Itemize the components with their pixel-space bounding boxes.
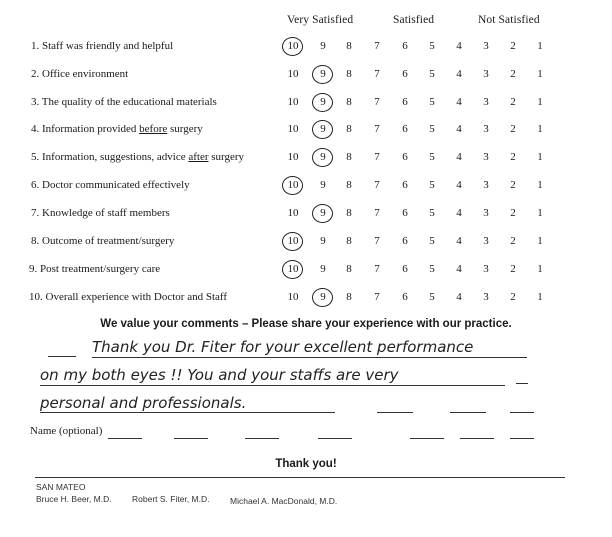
- comment-blank-line: [450, 412, 486, 413]
- rating-value: 8: [346, 263, 352, 275]
- question-label: 6. Doctor communicated effectively: [31, 179, 190, 191]
- rating-value: 5: [429, 123, 435, 135]
- rating-option[interactable]: [533, 207, 547, 219]
- rating-option[interactable]: [452, 68, 466, 80]
- handwritten-comment-line: personal and professionals.: [40, 394, 247, 412]
- rating-value: 1: [537, 96, 543, 108]
- name-blank-line: [174, 438, 208, 439]
- name-blank-line: [510, 438, 534, 439]
- footer-location: SAN MATEO: [36, 482, 86, 492]
- rating-value: 1: [537, 263, 543, 275]
- rating-value: 7: [374, 207, 380, 219]
- rating-value: 5: [429, 207, 435, 219]
- rating-value: 5: [429, 291, 435, 303]
- rating-value: 4: [456, 207, 462, 219]
- question-label-part: surgery: [167, 123, 203, 135]
- rating-value: 2: [510, 96, 516, 108]
- rating-option[interactable]: [370, 68, 384, 80]
- rating-option[interactable]: [342, 96, 356, 108]
- rating-value: 8: [346, 179, 352, 191]
- rating-option[interactable]: [342, 235, 356, 247]
- rating-value: 8: [346, 123, 352, 135]
- rating-value: 7: [374, 263, 380, 275]
- rating-value: 3: [483, 235, 489, 247]
- rating-value: 10: [287, 235, 299, 247]
- question-label: 9. Post treatment/surgery care: [29, 263, 161, 275]
- rating-option[interactable]: [533, 291, 547, 303]
- rating-option[interactable]: [452, 40, 466, 52]
- rating-value: 6: [402, 68, 408, 80]
- rating-option[interactable]: [452, 151, 466, 163]
- rating-value: 9: [320, 235, 326, 247]
- rating-value: 4: [456, 40, 462, 52]
- rating-option[interactable]: [479, 40, 493, 52]
- rating-value: 9: [320, 207, 326, 219]
- rating-value: 10: [287, 123, 299, 135]
- rating-option[interactable]: [425, 151, 439, 163]
- rating-value: 3: [483, 123, 489, 135]
- selected-rating-circle: [312, 120, 333, 139]
- rating-value: 7: [374, 179, 380, 191]
- comment-underline: [92, 357, 527, 358]
- rating-option[interactable]: [370, 291, 384, 303]
- rating-value: 8: [346, 151, 352, 163]
- rating-option[interactable]: [506, 291, 520, 303]
- rating-value: 10: [287, 263, 299, 275]
- rating-value: 2: [510, 207, 516, 219]
- rating-option[interactable]: [479, 235, 493, 247]
- rating-value: 1: [537, 123, 543, 135]
- rating-value: 4: [456, 235, 462, 247]
- name-label: Name (optional): [30, 425, 103, 437]
- question-label: 10. Overall experience with Doctor and Staff: [29, 291, 228, 303]
- name-blank-line: [460, 438, 494, 439]
- selected-rating-circle: [312, 148, 333, 167]
- rating-option[interactable]: [370, 151, 384, 163]
- rating-option[interactable]: [506, 123, 520, 135]
- rating-value: 3: [483, 179, 489, 191]
- selected-rating-circle: [282, 232, 303, 251]
- rating-option[interactable]: [452, 96, 466, 108]
- handwritten-comment-line: on my both eyes !! You and your staffs are very: [40, 366, 399, 384]
- rating-option[interactable]: [370, 179, 384, 191]
- not-satisfied-header: Not Satisfied: [478, 14, 540, 26]
- rating-value: 3: [483, 291, 489, 303]
- rating-option[interactable]: [398, 40, 412, 52]
- rating-value: 8: [346, 68, 352, 80]
- question-row: [0, 263, 612, 283]
- rating-option[interactable]: [342, 179, 356, 191]
- rating-value: 2: [510, 123, 516, 135]
- rating-option[interactable]: [506, 263, 520, 275]
- rating-option[interactable]: [316, 235, 330, 247]
- question-row: [0, 96, 612, 116]
- rating-option[interactable]: [479, 263, 493, 275]
- rating-option[interactable]: [316, 40, 330, 52]
- rating-option[interactable]: [533, 96, 547, 108]
- rating-option[interactable]: [452, 291, 466, 303]
- rating-value: 5: [429, 40, 435, 52]
- rating-option[interactable]: [533, 151, 547, 163]
- rating-option[interactable]: [479, 96, 493, 108]
- rating-value: 1: [537, 291, 543, 303]
- rating-value: 4: [456, 179, 462, 191]
- rating-option[interactable]: [342, 68, 356, 80]
- comment-blank-line: [48, 356, 76, 357]
- rating-value: 7: [374, 123, 380, 135]
- selected-rating-circle: [312, 93, 333, 112]
- rating-option[interactable]: [398, 151, 412, 163]
- rating-option[interactable]: [342, 263, 356, 275]
- comments-prompt: We value your comments – Please share your experience with our practice.: [100, 318, 512, 330]
- question-label: [31, 151, 244, 163]
- rating-value: 4: [456, 291, 462, 303]
- rating-value: 6: [402, 123, 408, 135]
- rating-option[interactable]: [286, 179, 300, 191]
- rating-option[interactable]: [342, 40, 356, 52]
- rating-option[interactable]: [506, 40, 520, 52]
- rating-option[interactable]: [316, 207, 330, 219]
- rating-option[interactable]: [370, 235, 384, 247]
- question-label-part: 4. Information provided: [31, 123, 140, 135]
- comment-underline: [40, 412, 335, 413]
- rating-value: 7: [374, 96, 380, 108]
- rating-option[interactable]: [286, 96, 300, 108]
- rating-option[interactable]: [398, 207, 412, 219]
- rating-option[interactable]: [370, 40, 384, 52]
- rating-option[interactable]: [425, 207, 439, 219]
- rating-option[interactable]: [425, 179, 439, 191]
- rating-option[interactable]: [533, 123, 547, 135]
- name-blank-line: [318, 438, 352, 439]
- rating-option[interactable]: [506, 96, 520, 108]
- rating-value: 6: [402, 207, 408, 219]
- rating-option[interactable]: [398, 123, 412, 135]
- rating-value: 2: [510, 68, 516, 80]
- question-row: [0, 123, 612, 143]
- rating-option[interactable]: [479, 291, 493, 303]
- rating-value: 3: [483, 40, 489, 52]
- rating-value: 10: [287, 96, 299, 108]
- rating-option[interactable]: [286, 68, 300, 80]
- rating-value: 9: [320, 68, 326, 80]
- rating-option[interactable]: [286, 151, 300, 163]
- question-label: 8. Outcome of treatment/surgery: [31, 235, 175, 247]
- footer-doctor: Bruce H. Beer, M.D.: [36, 494, 112, 504]
- rating-value: 2: [510, 263, 516, 275]
- rating-option[interactable]: [286, 207, 300, 219]
- rating-value: 2: [510, 179, 516, 191]
- rating-option[interactable]: [286, 123, 300, 135]
- rating-option[interactable]: [286, 291, 300, 303]
- footer-divider: [35, 477, 565, 478]
- rating-option[interactable]: [452, 179, 466, 191]
- rating-option[interactable]: [452, 123, 466, 135]
- question-row: [0, 291, 612, 311]
- question-row: [0, 235, 612, 255]
- rating-value: 6: [402, 40, 408, 52]
- selected-rating-circle: [282, 37, 303, 56]
- comment-underline: [40, 385, 505, 386]
- rating-value: 9: [320, 291, 326, 303]
- rating-option[interactable]: [316, 123, 330, 135]
- rating-value: 10: [287, 40, 299, 52]
- rating-option[interactable]: [398, 96, 412, 108]
- question-row: [0, 68, 612, 88]
- rating-option[interactable]: [370, 96, 384, 108]
- rating-option[interactable]: [425, 123, 439, 135]
- rating-option[interactable]: [425, 291, 439, 303]
- question-label: 2. Office environment: [31, 68, 129, 80]
- rating-value: 9: [320, 179, 326, 191]
- rating-value: 10: [287, 207, 299, 219]
- rating-value: 7: [374, 235, 380, 247]
- footer-doctor: Robert S. Fiter, M.D.: [132, 494, 210, 504]
- rating-value: 1: [537, 68, 543, 80]
- rating-value: 5: [429, 263, 435, 275]
- question-row: [0, 151, 612, 171]
- rating-option[interactable]: [533, 263, 547, 275]
- rating-option[interactable]: [342, 207, 356, 219]
- rating-option[interactable]: [316, 96, 330, 108]
- rating-option[interactable]: [316, 291, 330, 303]
- rating-value: 3: [483, 96, 489, 108]
- underlined-word: after: [188, 151, 209, 163]
- rating-value: 1: [537, 151, 543, 163]
- rating-option[interactable]: [316, 151, 330, 163]
- rating-value: 3: [483, 207, 489, 219]
- question-label: 3. The quality of the educational materials: [31, 96, 217, 108]
- rating-option[interactable]: [533, 40, 547, 52]
- rating-value: 5: [429, 179, 435, 191]
- very-satisfied-header: Very Satisfied: [287, 14, 354, 26]
- rating-option[interactable]: [533, 179, 547, 191]
- rating-option[interactable]: [398, 263, 412, 275]
- question-row: [0, 40, 612, 60]
- rating-option[interactable]: [316, 263, 330, 275]
- rating-value: 7: [374, 151, 380, 163]
- rating-option[interactable]: [425, 235, 439, 247]
- rating-value: 3: [483, 68, 489, 80]
- rating-value: 1: [537, 40, 543, 52]
- footer-doctor: Michael A. MacDonald, M.D.: [230, 496, 338, 506]
- rating-value: 10: [287, 179, 299, 191]
- selected-rating-circle: [282, 260, 303, 279]
- rating-option[interactable]: [479, 151, 493, 163]
- name-blank-line: [410, 438, 444, 439]
- rating-option[interactable]: [425, 96, 439, 108]
- question-row: [0, 207, 612, 227]
- rating-value: 4: [456, 263, 462, 275]
- rating-option[interactable]: [342, 151, 356, 163]
- rating-value: 10: [287, 68, 299, 80]
- rating-value: 2: [510, 235, 516, 247]
- rating-value: 1: [537, 235, 543, 247]
- handwritten-comment-line: Thank you Dr. Fiter for your excellent performance: [92, 338, 474, 356]
- rating-value: 6: [402, 151, 408, 163]
- underlined-word: before: [139, 123, 168, 135]
- rating-option[interactable]: [425, 68, 439, 80]
- rating-value: 9: [320, 263, 326, 275]
- rating-value: 3: [483, 151, 489, 163]
- comment-blank-line: [377, 412, 413, 413]
- rating-option[interactable]: [452, 207, 466, 219]
- name-blank-line: [108, 438, 142, 439]
- rating-option[interactable]: [425, 263, 439, 275]
- rating-value: 1: [537, 179, 543, 191]
- rating-value: 10: [287, 151, 299, 163]
- rating-value: 4: [456, 151, 462, 163]
- rating-option[interactable]: [370, 207, 384, 219]
- rating-value: 9: [320, 96, 326, 108]
- rating-value: 8: [346, 291, 352, 303]
- rating-value: 6: [402, 179, 408, 191]
- rating-value: 7: [374, 40, 380, 52]
- rating-option[interactable]: [286, 235, 300, 247]
- rating-option[interactable]: [506, 207, 520, 219]
- question-label-part: 5. Information, suggestions, advice: [31, 151, 189, 163]
- rating-value: 3: [483, 263, 489, 275]
- rating-value: 8: [346, 235, 352, 247]
- rating-option[interactable]: [398, 68, 412, 80]
- rating-option[interactable]: [316, 68, 330, 80]
- rating-option[interactable]: [452, 235, 466, 247]
- comment-blank-line: [510, 412, 534, 413]
- rating-option[interactable]: [398, 235, 412, 247]
- question-label: [31, 123, 203, 135]
- selected-rating-circle: [312, 204, 333, 223]
- comment-blank-line: [516, 383, 528, 384]
- rating-value: 7: [374, 68, 380, 80]
- rating-option[interactable]: [479, 207, 493, 219]
- rating-value: 4: [456, 96, 462, 108]
- rating-option[interactable]: [316, 179, 330, 191]
- rating-option[interactable]: [398, 291, 412, 303]
- rating-value: 6: [402, 291, 408, 303]
- rating-option[interactable]: [286, 263, 300, 275]
- rating-option[interactable]: [479, 123, 493, 135]
- rating-value: 10: [287, 291, 299, 303]
- rating-option[interactable]: [342, 123, 356, 135]
- rating-option[interactable]: [370, 123, 384, 135]
- rating-value: 8: [346, 96, 352, 108]
- selected-rating-circle: [312, 288, 333, 307]
- rating-option[interactable]: [286, 40, 300, 52]
- rating-option[interactable]: [533, 68, 547, 80]
- rating-value: 6: [402, 263, 408, 275]
- rating-value: 8: [346, 207, 352, 219]
- rating-option[interactable]: [342, 291, 356, 303]
- selected-rating-circle: [282, 176, 303, 195]
- rating-option[interactable]: [398, 179, 412, 191]
- rating-value: 9: [320, 40, 326, 52]
- rating-option[interactable]: [533, 235, 547, 247]
- rating-option[interactable]: [479, 68, 493, 80]
- rating-value: 2: [510, 40, 516, 52]
- rating-value: 8: [346, 40, 352, 52]
- rating-option[interactable]: [506, 179, 520, 191]
- thank-you-text: Thank you!: [275, 458, 337, 470]
- question-label: 7. Knowledge of staff members: [31, 207, 170, 219]
- rating-option[interactable]: [370, 263, 384, 275]
- question-label-part: surgery: [208, 151, 245, 163]
- rating-option[interactable]: [506, 68, 520, 80]
- rating-option[interactable]: [506, 151, 520, 163]
- rating-option[interactable]: [479, 179, 493, 191]
- name-blank-line: [245, 438, 279, 439]
- rating-option[interactable]: [452, 263, 466, 275]
- rating-value: 9: [320, 151, 326, 163]
- rating-value: 5: [429, 235, 435, 247]
- rating-value: 1: [537, 207, 543, 219]
- rating-option[interactable]: [506, 235, 520, 247]
- selected-rating-circle: [312, 65, 333, 84]
- rating-value: 2: [510, 291, 516, 303]
- rating-value: 7: [374, 291, 380, 303]
- question-row: [0, 179, 612, 199]
- rating-value: 2: [510, 151, 516, 163]
- rating-option[interactable]: [425, 40, 439, 52]
- rating-value: 5: [429, 96, 435, 108]
- rating-value: 6: [402, 96, 408, 108]
- rating-value: 4: [456, 68, 462, 80]
- satisfied-header: Satisfied: [393, 14, 435, 26]
- rating-value: 5: [429, 68, 435, 80]
- rating-value: 9: [320, 123, 326, 135]
- rating-value: 5: [429, 151, 435, 163]
- question-label: 1. Staff was friendly and helpful: [31, 40, 174, 52]
- rating-value: 6: [402, 235, 408, 247]
- rating-value: 4: [456, 123, 462, 135]
